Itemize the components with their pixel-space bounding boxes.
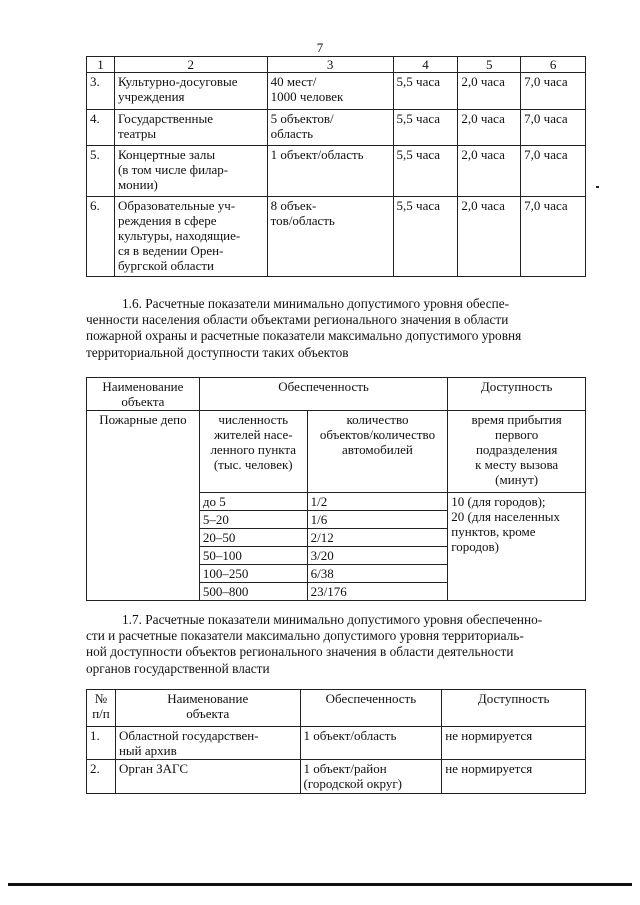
header-access: Доступность bbox=[442, 690, 586, 727]
objects-per-vehicles: 3/20 bbox=[307, 547, 448, 565]
access-time: 5,5 часа bbox=[393, 110, 458, 146]
provision-value: 8 объек- тов/область bbox=[267, 197, 393, 277]
access-time: 2,0 часа bbox=[458, 197, 521, 277]
table-subheader-row bbox=[87, 411, 586, 493]
provision-value: 40 мест/ 1000 человек bbox=[267, 73, 393, 110]
access-value: не нормируется bbox=[442, 727, 586, 760]
access-time: 5,5 часа bbox=[393, 197, 458, 277]
row-number: 3. bbox=[87, 73, 115, 110]
access-time: 2,0 часа bbox=[458, 146, 521, 197]
objects-per-vehicles: 1/2 bbox=[307, 493, 448, 511]
access-time: 2,0 часа bbox=[458, 110, 521, 146]
access-time: 7,0 часа bbox=[521, 73, 586, 110]
row-number: 5. bbox=[87, 146, 115, 197]
population-range: 20–50 bbox=[199, 529, 307, 547]
subheader-population: численность жителей насе- ленного пункта (тыс. человек) bbox=[199, 411, 307, 493]
access-time: 7,0 часа bbox=[521, 197, 586, 277]
footer-rule bbox=[8, 883, 632, 886]
row-number: 1. bbox=[87, 727, 116, 760]
provision-value: 1 объект/район (городской округ) bbox=[300, 760, 442, 794]
table-row bbox=[87, 760, 586, 794]
provision-value: 1 объект/область bbox=[267, 146, 393, 197]
header-access: Доступность bbox=[448, 378, 586, 411]
objects-per-vehicles: 1/6 bbox=[307, 511, 448, 529]
culture-table bbox=[86, 56, 586, 277]
column-number: 5 bbox=[458, 57, 521, 73]
government-bodies-table bbox=[86, 689, 586, 794]
header-number: № п/п bbox=[87, 690, 116, 727]
table-header-row bbox=[87, 690, 586, 727]
object-name: Образовательные уч- реждения в сфере культуры, находящие- ся в ведении Орен- бургской области bbox=[114, 197, 267, 277]
paragraph-1-6: 1.6. Расчетные показатели минимально допустимого уровня обеспе- ченности населения области объектами регионального значения в области пожарной охраны и расчетные показатели максимально допустимого уровня территориальной доступности таких объектов bbox=[86, 296, 522, 360]
table-header-row bbox=[87, 378, 586, 411]
arrival-time-values: 10 (для городов); 20 (для населенных пунктов, кроме городов) bbox=[448, 493, 586, 601]
access-time: 2,0 часа bbox=[458, 73, 521, 110]
table-row bbox=[87, 197, 586, 277]
table-row bbox=[87, 727, 586, 760]
objects-per-vehicles: 23/176 bbox=[307, 583, 448, 601]
column-number: 2 bbox=[114, 57, 267, 73]
row-number: 2. bbox=[87, 760, 116, 794]
row-number: 6. bbox=[87, 197, 115, 277]
provision-value: 5 объектов/ область bbox=[267, 110, 393, 146]
object-name: Концертные залы (в том числе филар- монии) bbox=[114, 146, 267, 197]
access-time: 5,5 часа bbox=[393, 146, 458, 197]
subheader-arrival-time: время прибытия первого подразделения к месту вызова (минут) bbox=[448, 411, 586, 493]
column-number: 4 bbox=[393, 57, 458, 73]
object-name: Орган ЗАГС bbox=[115, 760, 300, 794]
object-name: Областной государствен- ный архив bbox=[115, 727, 300, 760]
table-row bbox=[87, 110, 586, 146]
paragraph-1-7: 1.7. Расчетные показатели минимально допустимого уровня обеспеченно- сти и расчетные показатели максимально допустимого уровня территориаль- ной доступности объектов регионального значения в области деятельности органов государственной власти bbox=[86, 612, 543, 676]
page-number: 7 bbox=[316, 40, 324, 55]
population-range: 500–800 bbox=[199, 583, 307, 601]
objects-per-vehicles: 6/38 bbox=[307, 565, 448, 583]
table-row bbox=[87, 146, 586, 197]
access-time: 7,0 часа bbox=[521, 146, 586, 197]
fire-depot-table bbox=[86, 377, 586, 601]
header-provision: Обеспеченность bbox=[199, 378, 447, 411]
row-number: 4. bbox=[87, 110, 115, 146]
provision-value: 1 объект/область bbox=[300, 727, 442, 760]
column-number: 6 bbox=[521, 57, 586, 73]
header-provision: Обеспеченность bbox=[300, 690, 442, 727]
column-number: 1 bbox=[87, 57, 115, 73]
access-value: не нормируется bbox=[442, 760, 586, 794]
object-name: Культурно-досуговые учреждения bbox=[114, 73, 267, 110]
header-object-name: Наименование объекта bbox=[115, 690, 300, 727]
column-number: 3 bbox=[267, 57, 393, 73]
header-object-name: Наименование объекта bbox=[87, 378, 200, 411]
population-range: 5–20 bbox=[199, 511, 307, 529]
access-time: 5,5 часа bbox=[393, 73, 458, 110]
margin-mark bbox=[596, 186, 599, 188]
access-time: 7,0 часа bbox=[521, 110, 586, 146]
population-range: до 5 bbox=[199, 493, 307, 511]
objects-per-vehicles: 2/12 bbox=[307, 529, 448, 547]
population-range: 100–250 bbox=[199, 565, 307, 583]
population-range: 50–100 bbox=[199, 547, 307, 565]
table-header-row bbox=[87, 57, 586, 73]
table-row bbox=[87, 73, 586, 110]
subheader-count: количество объектов/количество автомобилей bbox=[307, 411, 448, 493]
object-name: Государственные театры bbox=[114, 110, 267, 146]
object-name: Пожарные депо bbox=[87, 411, 200, 601]
